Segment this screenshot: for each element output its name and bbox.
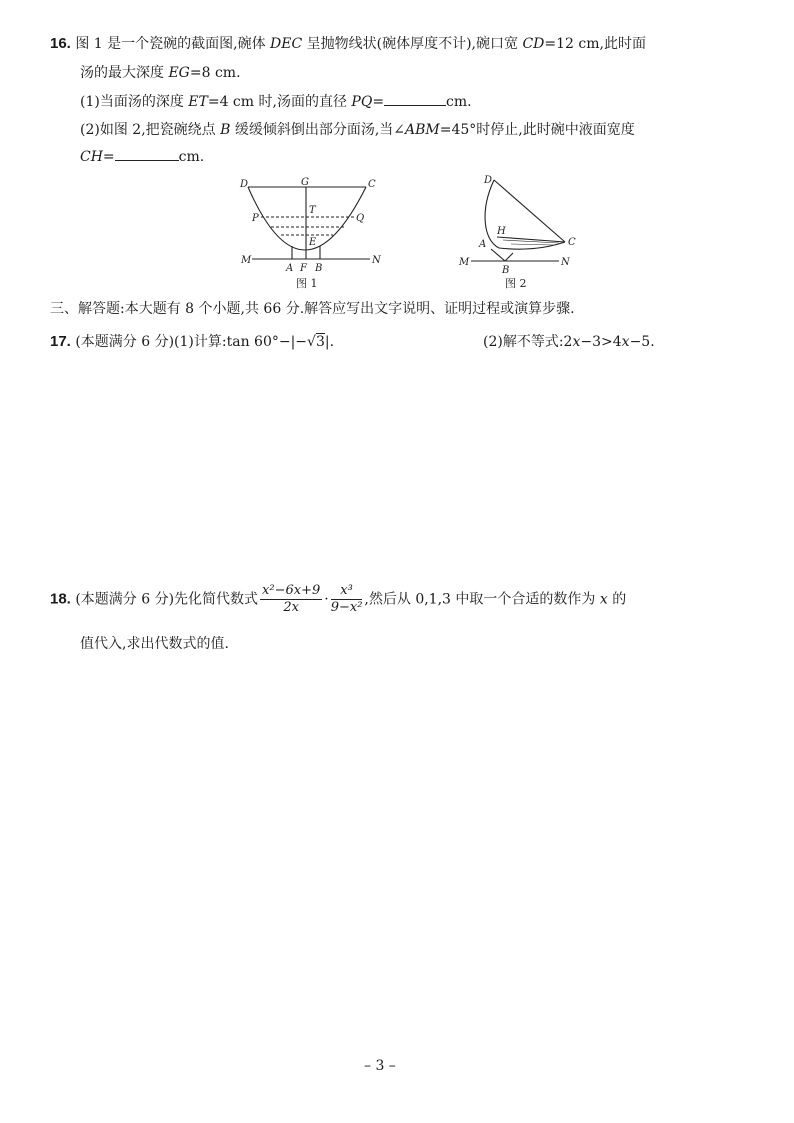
- q16-cd: CD: [522, 36, 545, 52]
- fig2-hatch-2: [511, 244, 553, 245]
- fig1-label-a: A: [286, 263, 294, 274]
- fig1-label-p: P: [252, 213, 259, 224]
- q18-fraction-1: [260, 583, 322, 616]
- fig1-label-q: Q: [356, 213, 365, 224]
- q17-part2-text-b: −3>4: [580, 334, 622, 350]
- q17-sqrt-arg: 3: [315, 334, 325, 350]
- q17-part2: [483, 331, 655, 351]
- fig1-label-m: M: [241, 255, 252, 266]
- fig2-caption: 图 2: [505, 277, 527, 290]
- fig2-line-ab: [491, 249, 505, 261]
- fig2-label-d: D: [484, 175, 493, 186]
- q16-part2: [80, 119, 635, 139]
- q16-text-2b: =8 cm.: [189, 65, 241, 81]
- fig1-label-f: F: [300, 263, 307, 274]
- q16-p1-text-b: =4 cm 时,汤面的直径: [207, 94, 352, 110]
- q18-line2: 值代入,求出代数式的值.: [80, 636, 229, 652]
- q16-answer-blank-1[interactable]: [384, 91, 446, 106]
- q16-text-2a: 汤的最大深度: [80, 65, 169, 81]
- figure-1: [230, 175, 390, 295]
- q16-p2-abm: ABM: [405, 122, 440, 138]
- q16-text-1c: =12 cm,此时面: [544, 36, 646, 52]
- page-number: – 3 –: [364, 1058, 396, 1074]
- q16-text-1a: 图 1 是一个瓷碗的截面图,碗体: [75, 36, 271, 52]
- q16-dec: DEC: [270, 36, 303, 52]
- q18-fraction-2: [331, 583, 363, 616]
- fig1-parabola: [248, 187, 366, 250]
- q17-sqrt-sign: √: [307, 334, 316, 350]
- fig1-label-e: E: [309, 237, 317, 248]
- fig2-label-n: N: [561, 257, 570, 268]
- q18-text-a: (本题满分 6 分)先化简代数式: [75, 591, 259, 608]
- q16-p2b-eq: =: [102, 149, 115, 165]
- q16-part1: [80, 91, 472, 111]
- q16-pq: PQ: [351, 94, 373, 110]
- fig1-label-c: C: [368, 179, 376, 190]
- fig1-label-b: B: [315, 263, 323, 274]
- fig2-label-c: C: [568, 237, 576, 248]
- fig2-line-b-up: [505, 253, 513, 261]
- q18-dot: ·: [324, 591, 329, 608]
- q18-number: 18.: [50, 590, 71, 608]
- q18-text-c: 的: [607, 591, 627, 608]
- q16-line1: [50, 33, 646, 53]
- fig1-label-t: T: [309, 205, 316, 216]
- q18-text-b: ,然后从 0,1,3 中取一个合适的数作为: [364, 591, 600, 608]
- section-3-heading: 三、解答题:本大题有 8 个小题,共 66 分.解答应写出文字说明、证明过程或演算步骤.: [50, 301, 575, 317]
- q16-eg: EG: [168, 65, 190, 81]
- q17-x2: x: [621, 334, 630, 350]
- q16-answer-blank-2[interactable]: [115, 146, 179, 161]
- fig2-label-a: A: [479, 239, 487, 250]
- q17-x1: x: [572, 334, 581, 350]
- q16-ch: CH: [80, 149, 103, 165]
- q17-part2-text-a: (2)解不等式:2: [483, 334, 573, 350]
- q18-frac1-num: x²−6x+9: [262, 583, 321, 598]
- q16-p1-unit: cm.: [446, 94, 472, 110]
- q16-text-1b: 呈抛物线状(碗体厚度不计),碗口宽: [302, 36, 523, 52]
- q17-part2-end: −5.: [629, 334, 655, 350]
- q16-p2-b: B: [220, 122, 231, 138]
- q18-line1: [50, 583, 626, 616]
- q17-part1-text: (本题满分 6 分)(1)计算:tan 60°−|−: [75, 334, 308, 350]
- q17-part1-end: |.: [324, 334, 335, 350]
- q17-line: [50, 331, 334, 351]
- fig2-label-m: M: [459, 257, 470, 268]
- fig1-label-n: N: [372, 255, 381, 266]
- q16-p2-text-c: =45°时停止,此时碗中液面宽度: [439, 122, 635, 138]
- q16-p2-text-b: 缓缓倾斜倒出部分面汤,当∠: [230, 122, 406, 138]
- fig1-caption: 图 1: [296, 277, 318, 290]
- q16-et: ET: [188, 94, 208, 110]
- q16-p2-text-a: (2)如图 2,把瓷碗绕点: [80, 122, 221, 138]
- q16-part2-line2: [80, 146, 204, 165]
- q18-frac2-num: x³: [331, 583, 363, 600]
- q18-frac2-den: 9−x²: [330, 600, 363, 615]
- q16-p2b-unit: cm.: [178, 149, 205, 165]
- fig1-label-d: D: [240, 179, 249, 190]
- q18-frac1-den: 2x: [283, 600, 299, 615]
- figure-2: [455, 170, 595, 295]
- q16-p1-text-a: (1)当面汤的深度: [80, 94, 189, 110]
- q16-number: 16.: [50, 35, 71, 52]
- q16-line2: [80, 62, 241, 82]
- fig2-label-b: B: [502, 265, 510, 276]
- q17-number: 17.: [50, 333, 71, 350]
- fig1-label-g: G: [301, 177, 309, 188]
- q18-x: x: [599, 591, 608, 608]
- fig2-label-h: H: [497, 226, 506, 237]
- q16-p1-eq: =: [372, 94, 385, 110]
- fig2-bowl-left: [485, 180, 499, 248]
